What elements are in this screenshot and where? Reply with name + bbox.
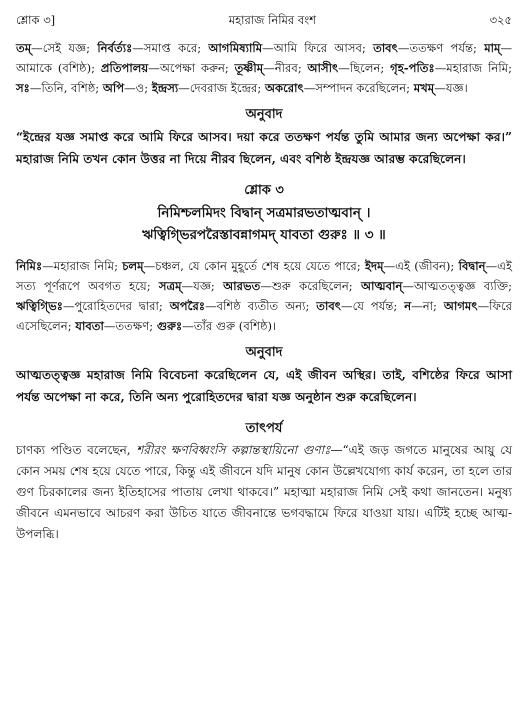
translation-heading: অনুবাদ [245, 107, 283, 122]
gloss-word: নিমিঃ [16, 259, 43, 273]
gloss-word: সঃ [16, 81, 30, 95]
gloss-word: তাবৎ [373, 41, 398, 55]
gloss-word: ইদম্ [365, 259, 384, 273]
gloss-word: চলম্ [122, 259, 144, 273]
purport-sanskrit-quote: শরীরং ক্ষণবিধ্বংসি কল্পান্তস্থায়িনো গুণাঃ [136, 443, 331, 457]
gloss-meaning: সমাপ্ত করে [143, 41, 198, 55]
gloss-word: আরভত [223, 279, 261, 293]
gloss-word: অকরোৎ [264, 81, 304, 95]
gloss-word: ঋত্বিগ্ভিঃ [16, 299, 63, 313]
gloss-meaning: বশিষ্ঠ ব্যতীত অন্য [216, 299, 306, 313]
gloss-meaning: না [422, 299, 434, 313]
gloss-word: আসীৎ [307, 61, 339, 75]
purport-body: —“এই জড় জগতে মানুষের আয়ু যে কোন সময় শেষ হয়ে যেতে পারে, কিন্তু এই জীবনে যদি মানুষ কোন উল্লেখযোগ্য কার্য করেন, তা হলে তার গুণ চিরকালের জন্য ইতিহাসের পাতায় লেখা থাকবে।” মহাত্মা মহারাজ নিমি সেই কথা জানতেন। মনুষ্য জীবনে এমনভাবে আচরণ করা উচিত যাতে জীবনান্তে ভগবদ্ধামে ফিরে যাওয়া যায়। এটিই হচ্ছে আত্ম-উপলব্ধি। [16, 443, 512, 541]
gloss-meaning: দেবরাজ ইন্দ্রের [189, 81, 258, 95]
verse-line-1: নিমিশ্চলমিদং বিদ্বান্ সত্রমারভতাত্মবান্ । [157, 205, 371, 221]
gloss-word: মখম্ [413, 81, 435, 95]
verse-heading: শ্লোক ৩ [244, 183, 284, 198]
verse-line-2: ঋত্বিগ্ভিরপরৈস্তাবন্নাগমদ্ যাবতা গুরুঃ ॥ ৩ ॥ [142, 227, 386, 243]
translation-heading-2: অনুবাদ [245, 345, 283, 360]
gloss-meaning: চঞ্চল, যে কোন মুহূর্তে শেষ হয়ে যেতে পারে [155, 259, 357, 273]
gloss-meaning: ছিলেন [349, 61, 381, 75]
translation-text-2: আত্মতত্ত্বজ্ঞ মহারাজ নিমি বিবেচনা করেছিলেন যে, এই জীবন অস্থির। তাই, বশিষ্ঠের ফিরে আসা পর্যন্ত অপেক্ষা না করে, তিনি অন্য পুরোহিতদের দ্বারা যজ্ঞ অনুষ্ঠান শুরু করেছিলেন। [16, 368, 512, 404]
gloss-meaning: ততক্ষণ [115, 319, 150, 333]
header-chapter-title: মহারাজ নিমির বংশ [228, 13, 317, 27]
gloss-meaning: পুরোহিতদের দ্বারা [74, 299, 159, 313]
gloss-word: আত্মবান্ [360, 279, 403, 293]
gloss-word: ইন্দ্রস্য [151, 81, 179, 95]
gloss-word: তূষ্ণীম্ [234, 61, 264, 75]
purport-heading: তাৎপর্য [245, 421, 283, 436]
gloss-word: তাবৎ [316, 299, 341, 313]
running-header [16, 10, 512, 30]
gloss-word: অপরৈঃ [169, 299, 206, 313]
page [16, 10, 512, 545]
gloss-meaning: মহারাজ নিমি [446, 61, 509, 75]
gloss-meaning: মহারাজ নিমি [53, 259, 115, 273]
gloss-meaning: এই (জীবন) [395, 259, 451, 273]
gloss-meaning: শুরু করেছিলেন [271, 279, 349, 293]
gloss-meaning: আমাকে (বশিষ্ঠ) [16, 61, 92, 75]
purport-intro: চাণক্য পণ্ডিত বলেছেন, [16, 443, 137, 457]
gloss-word: নির্বর্ত্যঃ [97, 41, 133, 55]
gloss-word: গুরুঃ [156, 319, 183, 333]
page-number: ৩২৫ [489, 13, 512, 27]
word-meanings-verse: নিমিঃ—মহারাজ নিমি; চলম্—চঞ্চল, যে কোন মুহূর্তে শেষ হয়ে যেতে পারে; ইদম্—এই (জীবন); বিদ্বান্—এই সত্য পূর্ণরূপে অবগত হয়ে; সত্রম্—যজ্ঞ; আরভত—শুরু করেছিলেন; আত্মবান্—আত্মতত্ত্বজ্ঞ ব্যক্তি; ঋত্বিগ্ভিঃ—পুরোহিতদের দ্বারা; অপরৈঃ—বশিষ্ঠ ব্যতীত অন্য; তাবৎ—যে পর্যন্ত; ন—না; আগমৎ—ফিরে এসেছিলেন; যাবতা—ততক্ষণ; গুরুঃ—তাঁর গুরু (বশিষ্ঠ)। [16, 259, 513, 333]
gloss-word: আগমৎ [443, 299, 478, 313]
gloss-word: বিদ্বান্ [458, 259, 486, 273]
gloss-meaning: তাঁর গুরু (বশিষ্ঠ) [193, 319, 273, 333]
gloss-meaning: যে পর্যন্ত [352, 299, 394, 313]
gloss-word: মাম্ [484, 41, 501, 55]
gloss-meaning: আমি ফিরে আসব [273, 41, 362, 55]
gloss-meaning: সম্পাদন করেছিলেন [315, 81, 407, 95]
gloss-meaning: যজ্ঞ [193, 279, 211, 293]
purport-text [16, 440, 512, 545]
gloss-word: ন [404, 299, 412, 313]
gloss-meaning: অপেক্ষা করুন [159, 61, 225, 75]
gloss-meaning: নীরব [274, 61, 298, 75]
gloss-meaning: এই সত্য পূর্ণরূপে অবগত হয়ে [16, 259, 513, 293]
gloss-meaning: তিনি, বশিষ্ঠ [41, 81, 96, 95]
translation-text: “ইন্দ্রের যজ্ঞ সমাপ্ত করে আমি ফিরে আসব। দয়া করে ততক্ষণ পর্যন্ত তুমি আমার জন্য অপেক্ষা কর।” মহারাজ নিমি তখন কোন উত্তর না দিয়ে নীরব ছিলেন, এবং বশিষ্ঠ ইন্দ্রযজ্ঞ আরম্ভ করেছিলেন। [16, 130, 512, 166]
gloss-word: অপি [102, 81, 125, 95]
gloss-word: সত্রম্ [158, 279, 182, 293]
gloss-word: আগমিষ্যামি [208, 41, 263, 55]
gloss-word: গৃহ-পতিঃ [390, 61, 435, 75]
gloss-meaning: আত্মতত্ত্বজ্ঞ ব্যক্তি [414, 279, 509, 293]
gloss-word: প্রতিপালয় [100, 61, 149, 75]
word-meanings-top: তম্—সেই যজ্ঞ; নির্বর্ত্যঃ—সমাপ্ত করে; আগমিষ্যামি—আমি ফিরে আসব; তাবৎ—ততক্ষণ পর্যন্ত; মাম্—আমাকে (বশিষ্ঠ); প্রতিপালয়—অপেক্ষা করুন; তূষ্ণীম্—নীরব; আসীৎ—ছিলেন; গৃহ-পতিঃ—মহারাজ নিমি; সঃ—তিনি, বশিষ্ঠ; অপি—ও; ইন্দ্রস্য—দেবরাজ ইন্দ্রের; অকরোৎ—সম্পাদন করেছিলেন; মখম্—যজ্ঞ। [16, 41, 513, 95]
gloss-meaning: ততক্ষণ পর্যন্ত [409, 41, 474, 55]
gloss-meaning: ও [135, 81, 145, 95]
gloss-word: তম্ [16, 41, 32, 55]
gloss-meaning: ফিরে এসেছিলেন [16, 299, 512, 333]
gloss-word: যাবতা [75, 319, 104, 333]
header-verse-ref: শ্লোক ৩] [16, 13, 56, 27]
gloss-meaning: যজ্ঞ [445, 81, 464, 95]
gloss-meaning: সেই যজ্ঞ [42, 41, 87, 55]
